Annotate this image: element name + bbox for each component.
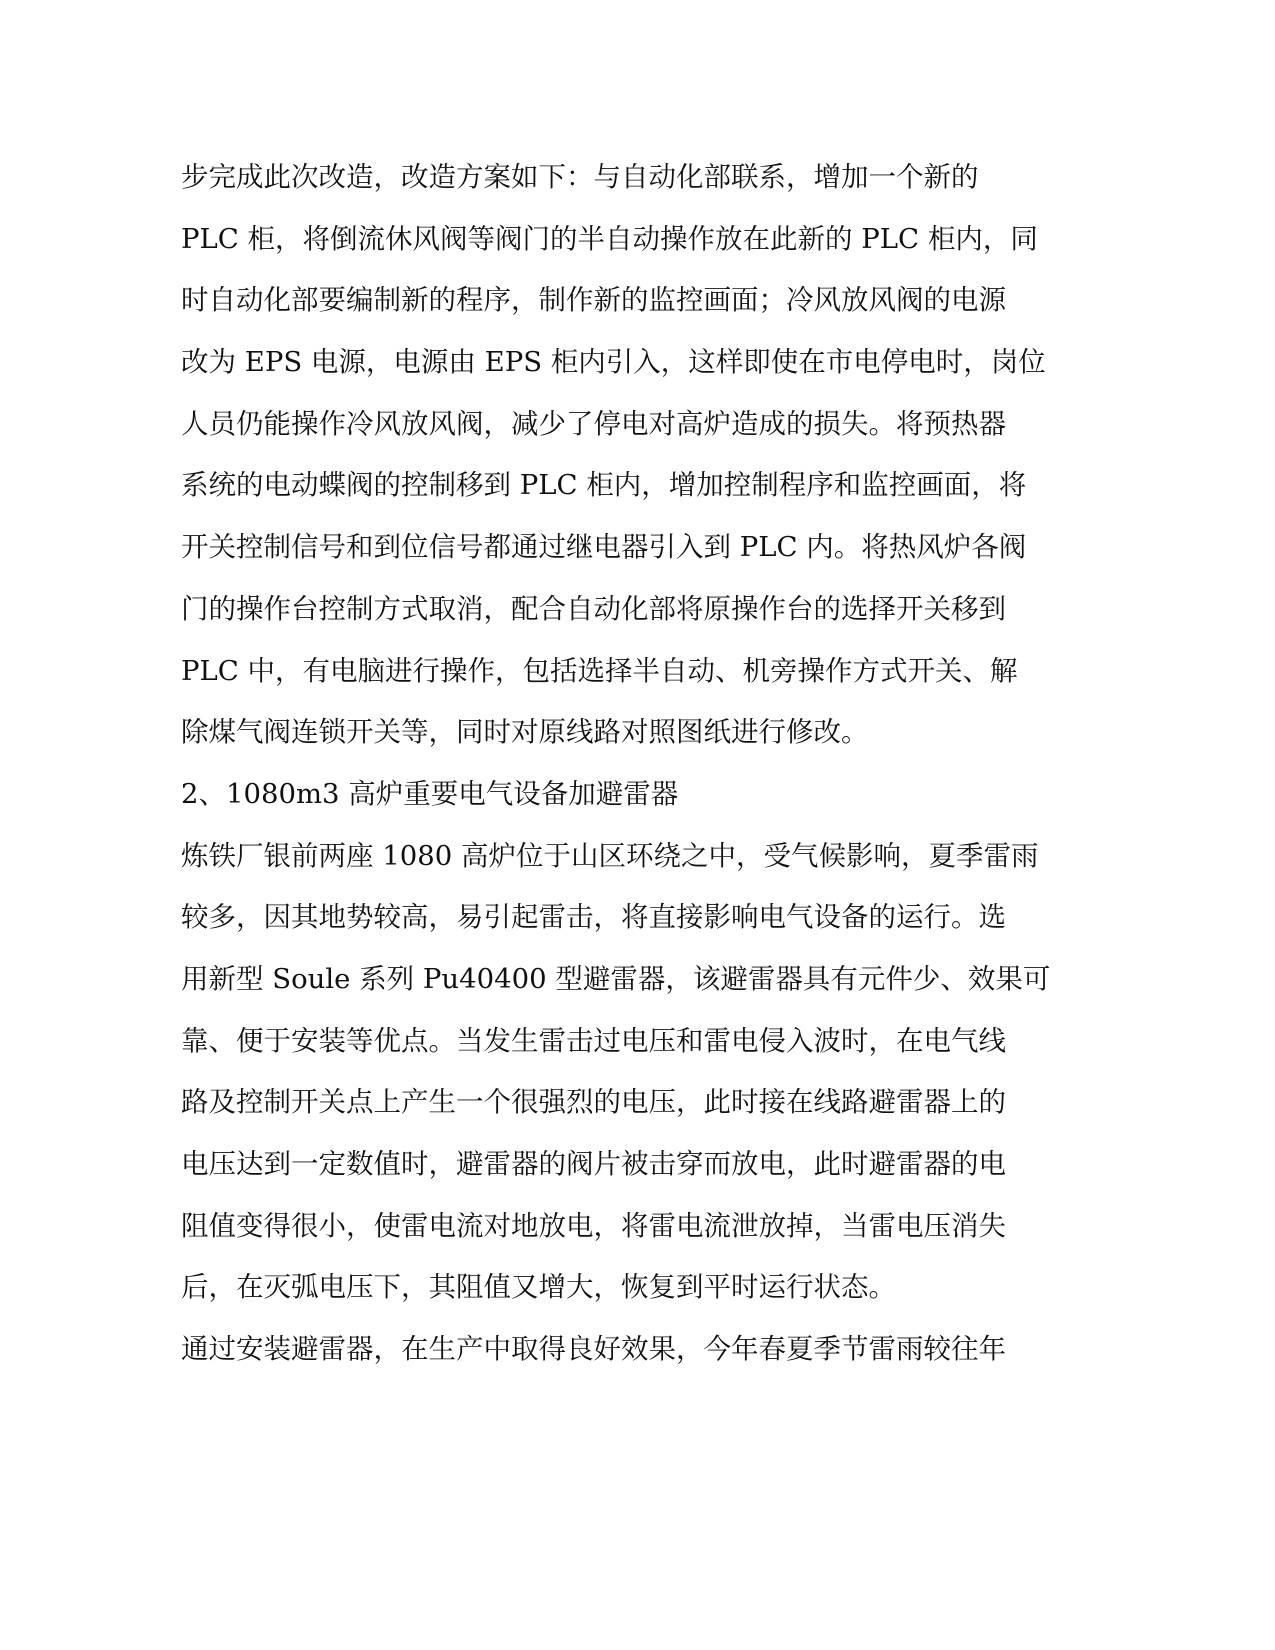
- text-line: 靠、便于安装等优点。当发生雷击过电压和雷电侵入波时，在电气线: [181, 1024, 1006, 1057]
- text-line: 阻值变得很小，使雷电流对地放电，将雷电流泄放掉，当雷电压消失: [181, 1209, 1006, 1242]
- text-line: 通过安装避雷器，在生产中取得良好效果，今年春夏季节雷雨较往年: [181, 1333, 1006, 1366]
- text-line: 人员仍能操作冷风放风阀，减少了停电对高炉造成的损失。将预热器: [181, 407, 1006, 440]
- document-body: [181, 147, 1081, 1381]
- text-line: 改为 EPS 电源，电源由 EPS 柜内引入，这样即使在市电停电时，岗位: [181, 346, 1046, 379]
- text-line: PLC 中，有电脑进行操作，包括选择半自动、机旁操作方式开关、解: [181, 654, 1018, 687]
- text-line: 除煤气阀连锁开关等，同时对原线路对照图纸进行修改。: [181, 716, 869, 749]
- text-line: 路及控制开关点上产生一个很强烈的电压，此时接在线路避雷器上的: [181, 1086, 1006, 1119]
- text-line: 开关控制信号和到位信号都通过继电器引入到 PLC 内。将热风炉各阀: [181, 531, 1027, 564]
- text-line: 步完成此次改造，改造方案如下：与自动化部联系，增加一个新的: [181, 161, 979, 193]
- text-line: 较多，因其地势较高，易引起雷击，将直接影响电气设备的运行。选: [181, 901, 1006, 934]
- text-line: 门的操作台控制方式取消，配合自动化部将原操作台的选择开关移到: [181, 592, 1006, 625]
- section-heading: 2、1080m3 高炉重要电气设备加避雷器: [181, 777, 679, 810]
- text-line: 时自动化部要编制新的程序，制作新的监控画面；冷风放风阀的电源: [181, 284, 1006, 317]
- text-line: 电压达到一定数值时，避雷器的阀片被击穿而放电，此时避雷器的电: [181, 1148, 1006, 1180]
- text-line: 炼铁厂银前两座 1080 高炉位于山区环绕之中，受气候影响，夏季雷雨: [181, 839, 1039, 872]
- text-line: 用新型 Soule 系列 Pu40400 型避雷器，该避雷器具有元件少、效果可: [181, 962, 1051, 995]
- text-line: 系统的电动蝶阀的控制移到 PLC 柜内，增加控制程序和监控画面，将: [181, 469, 1027, 502]
- text-line: PLC 柜，将倒流休风阀等阀门的半自动操作放在此新的 PLC 柜内，同: [181, 222, 1038, 255]
- text-line: 后，在灭弧电压下，其阻值又增大，恢复到平时运行状态。: [181, 1271, 896, 1304]
